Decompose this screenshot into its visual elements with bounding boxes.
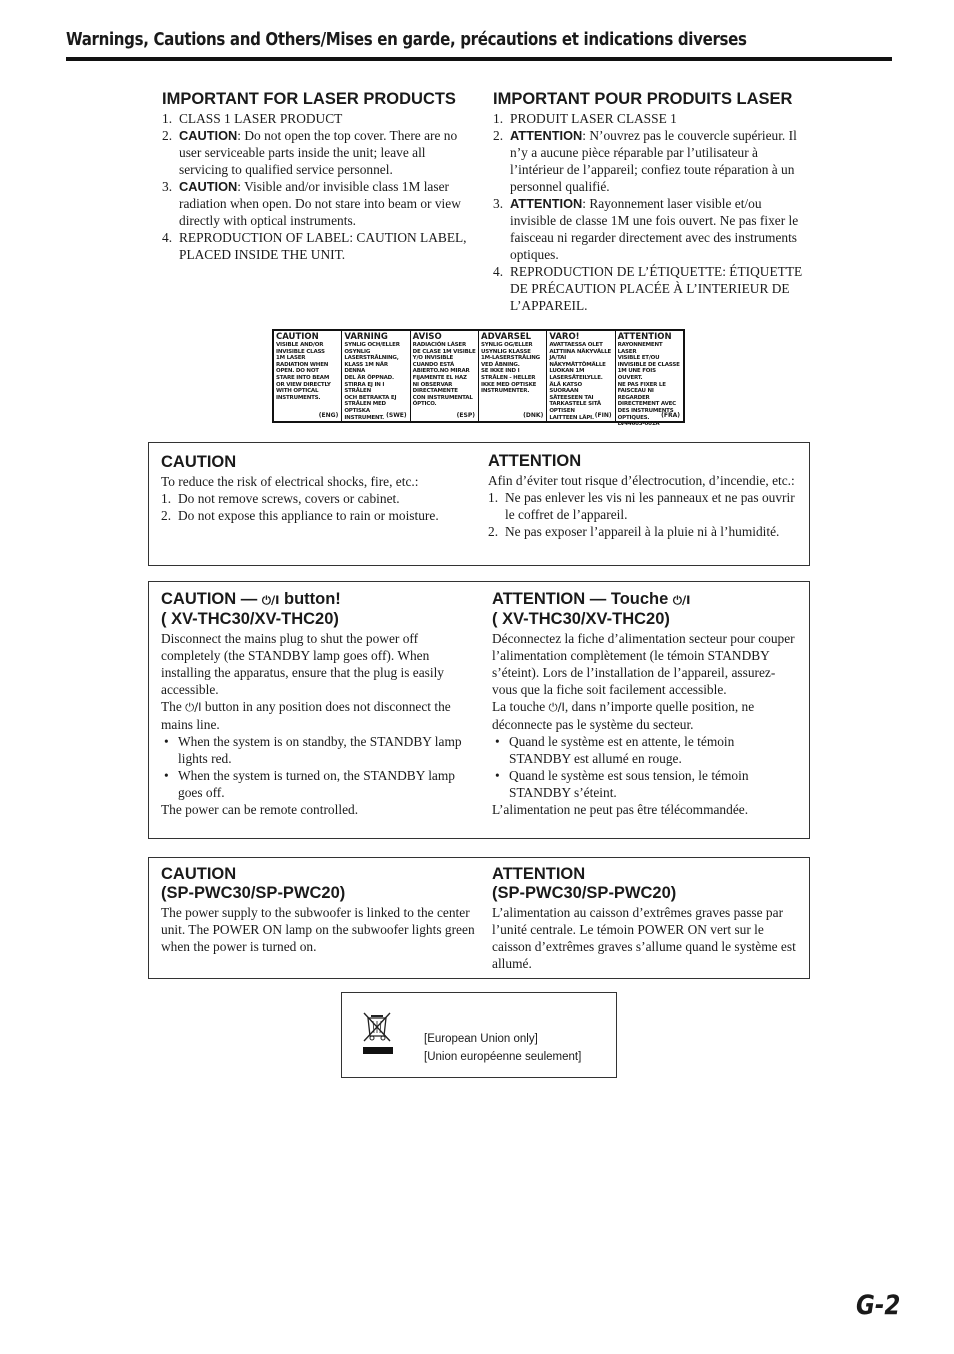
- attention-subwoofer-model-fr: (SP-PWC30/SP-PWC20): [492, 884, 677, 902]
- list-text: : Do not open the top cover. There are no user serviceable parts inside the unit; leave all servicing to qualified service personnel.: [179, 128, 458, 177]
- attention-intro-fr: Afin d’éviter tout risque d’électrocution, d’incendie, etc.:: [488, 473, 795, 488]
- list-text: PRODUIT LASER CLASSE 1: [510, 111, 677, 126]
- caution-subwoofer-text-en: The power supply to the subwoofer is linked to the center unit. The POWER ON lamp on the subwoofer lights green when the power is turned on.: [161, 905, 475, 954]
- caution-standby-p2-en: [161, 698, 479, 733]
- laser-list-fr: [493, 110, 803, 314]
- attention-standby-title-prefix: ATTENTION — Touche: [492, 590, 673, 608]
- caution-intro-en: To reduce the risk of electrical shocks, fire, etc.:: [161, 474, 419, 489]
- warning-keyword: ATTENTION: [510, 128, 583, 143]
- caution-general-fr: [488, 452, 806, 540]
- list-number: 1.: [162, 111, 173, 126]
- caution-subwoofer-model-en: (SP-PWC30/SP-PWC20): [161, 884, 346, 902]
- list-item: [493, 195, 803, 263]
- laser-label-heading: ATTENTION: [617, 332, 672, 342]
- caution-list-en: [161, 490, 479, 524]
- list-text: CLASS 1 LASER PRODUCT: [179, 111, 343, 126]
- eu-disposal-box: [341, 992, 617, 1078]
- attention-standby-p2-suffix: , dans n’importe quelle position, ne déconnecte pas le système du secteur.: [492, 699, 755, 732]
- laser-label-text: RADIACIÓN LÁSER DE CLASE 1M VISIBLE Y/O INVISIBLE CUANDO ESTÁ ABIERTO.NO MIRAR FIJAMENTE EL HAZ NI OBSERVAR DIRECTAMENTE CON INSTRUMENTAL ÓPTICO.: [412, 342, 476, 408]
- list-number: 3.: [493, 196, 504, 211]
- bullet-item: • Quand le système est en attente, le témoin STANDBY est allumé en rouge.: [492, 733, 798, 767]
- caution-standby-title-en: [161, 590, 479, 610]
- laser-label-language-code: (FIN): [594, 412, 612, 419]
- list-number: 2.: [493, 128, 504, 143]
- list-item: [493, 110, 803, 127]
- laser-label-column: [411, 331, 479, 421]
- list-number: 1.: [488, 490, 499, 505]
- caution-subwoofer-en: [161, 865, 479, 955]
- laser-section-fr: [493, 90, 803, 314]
- eu-text-fr: [Union européenne seulement]: [424, 1051, 582, 1063]
- laser-label-heading: VARNING: [344, 332, 388, 342]
- header-rule: [66, 57, 892, 61]
- laser-label-heading: ADVARSEL: [480, 332, 532, 342]
- bullet-item: • Quand le système est sous tension, le témoin STANDBY s’éteint.: [492, 767, 798, 801]
- laser-label-language-code: (DNK): [523, 412, 544, 419]
- list-number: 3.: [162, 179, 173, 194]
- list-text: : N’ouvrez pas le couvercle supérieur. Il n’y a aucune pièce réparable par l’utilisateur à l’intérieur de l’appareil; confiez toute réparation à un personnel qualifié.: [510, 128, 797, 194]
- laser-label-text: AVATTAESSA OLET ALTTIINA NÄKYVÄLLE JA/TAI NÄKYMÄTTÖMÄLLE LUOKAN 1M LASERSÄTEILYLLE. ÄLÄ KATSO SUORAAN SÄTEESEEN TAI TARKASTELE SITÄ OPTISEN LAITTEEN LÄPI.: [549, 342, 612, 421]
- laser-label-text: SYNLIG OCH/ELLER OSYNLIG LASERSTRÅLNING, KLASS 1M NÄR DENNA DEL ÄR ÖPPNAD. STIRRA EJ IN I STRÅLEN OCH BETRAKTA EJ STRÅLEN MED OPTISKA INSTRUMENT.: [344, 342, 400, 421]
- caution-standby-bullets-en: [161, 733, 479, 801]
- attention-standby-p2-fr: [492, 698, 798, 733]
- attention-standby-p2-prefix: La touche: [492, 699, 549, 714]
- list-number: 1.: [161, 491, 172, 506]
- caution-standby-p1-en: Disconnect the mains plug to shut the power off completely (the STANDBY lamp goes off). When installing the apparatus, ensure that the plug is easily accessible.: [161, 631, 444, 697]
- caution-standby-en: [161, 590, 479, 818]
- laser-list-en: [162, 110, 472, 263]
- attention-standby-p3-fr: L’alimentation ne peut pas être télécommandée.: [492, 802, 749, 817]
- standby-power-icon: ⏻/I: [185, 700, 202, 714]
- list-number: 4.: [493, 264, 504, 279]
- list-number: 2.: [161, 508, 172, 523]
- caution-title-en: CAUTION: [161, 453, 237, 471]
- attention-standby-model-fr: ( XV-THC30/XV-THC20): [492, 610, 670, 628]
- list-item: [161, 490, 479, 507]
- list-item: [493, 263, 803, 314]
- laser-label-text: SYNLIG OG/ELLER USYNLIG KLASSE 1M-LASERSTRÅLING VED ÅBNING. SE IKKE IND I STRÅLEN - HELLER IKKE MED OPTISKE INSTRUMENTER.: [480, 342, 540, 395]
- attention-standby-title-fr: [492, 590, 798, 610]
- list-text: Do not remove screws, covers or cabinet.: [178, 491, 400, 506]
- caution-standby-fr: [492, 590, 798, 818]
- warning-keyword: CAUTION: [179, 128, 238, 143]
- caution-standby-title-prefix: CAUTION —: [161, 590, 262, 608]
- crossed-out-wheelie-bin-icon: [362, 1011, 392, 1043]
- caution-box-subwoofer: [148, 857, 810, 979]
- attention-title-fr: ATTENTION: [488, 452, 582, 470]
- standby-power-icon: ⏻/I: [548, 700, 565, 714]
- caution-subwoofer-title-en: CAUTION: [161, 865, 237, 883]
- caution-general-en: [161, 453, 479, 524]
- laser-label-column: [342, 331, 410, 421]
- laser-label-heading: CAUTION: [276, 332, 319, 342]
- laser-label-language-code: (SWE): [386, 412, 407, 419]
- list-text: : Rayonnement laser visible et/ou invisible de classe 1M une fois ouvert. Ne pas fixer le faisceau ni regarder directement avec des instruments optiques.: [510, 196, 799, 262]
- list-item: [488, 489, 806, 523]
- caution-box-general: [148, 442, 810, 566]
- laser-label-heading: AVISO: [412, 332, 442, 342]
- list-item: [162, 110, 472, 127]
- laser-label-heading: VARO!: [549, 332, 580, 342]
- laser-label-column: [616, 331, 683, 428]
- list-item: [162, 229, 472, 263]
- list-item: [162, 127, 472, 178]
- attention-subwoofer-text-fr: L’alimentation au caisson d’extrêmes graves passe par l’unité centrale. Le témoin POWER ON vert sur le caisson d’extrêmes graves s’allume quand le système est allumé.: [492, 905, 796, 971]
- list-text: : Visible and/or invisible class 1M laser radiation when open. Do not stare into beam or view directly with optical instruments.: [179, 179, 461, 228]
- caution-standby-p2-prefix: The: [161, 699, 186, 714]
- list-item: [488, 523, 806, 540]
- attention-standby-p1-fr: Déconnectez la fiche d’alimentation secteur pour couper l’alimentation complètement (le témoin STANDBY s’éteint). Lors de l’installation de l’appareil, assurez-vous que la fiche soit facilement accessible.: [492, 631, 795, 697]
- page-header-title: Warnings, Cautions and Others/Mises en garde, précautions et indications diverses: [66, 30, 747, 50]
- laser-title-en: IMPORTANT FOR LASER PRODUCTS: [162, 90, 456, 108]
- warning-keyword: CAUTION: [179, 179, 238, 194]
- caution-standby-p3-en: The power can be remote controlled.: [161, 802, 359, 817]
- list-number: 2.: [488, 524, 499, 539]
- attention-subwoofer-title-fr: ATTENTION: [492, 865, 586, 883]
- laser-label-column: [547, 331, 615, 421]
- caution-standby-model-en: ( XV-THC30/XV-THC20): [161, 610, 339, 628]
- warning-keyword: ATTENTION: [510, 196, 583, 211]
- bullet-item: • When the system is turned on, the STANDBY lamp goes off.: [161, 767, 479, 801]
- laser-label-column: [479, 331, 547, 421]
- laser-label-language-code: (ENG): [318, 412, 339, 419]
- laser-section-en: [162, 90, 472, 263]
- laser-title-fr: IMPORTANT POUR PRODUITS LASER: [493, 90, 793, 108]
- list-text: Do not expose this appliance to rain or moisture.: [178, 508, 439, 523]
- caution-subwoofer-fr: [492, 865, 798, 972]
- eu-black-bar: [363, 1047, 393, 1054]
- laser-label-language-code: (ESP): [456, 412, 475, 419]
- attention-standby-bullets-fr: [492, 733, 798, 801]
- standby-power-icon: ⏻/I: [672, 593, 691, 607]
- page-number: G-2: [856, 1290, 901, 1321]
- attention-list-fr: [488, 489, 806, 540]
- list-item: [162, 178, 472, 229]
- list-item: [493, 127, 803, 195]
- caution-box-standby: [148, 581, 810, 839]
- list-text: REPRODUCTION DE L’ÉTIQUETTE: ÉTIQUETTE DE PRÉCAUTION PLACÉE À L’INTERIEUR DE L’APPAREIL.: [510, 264, 803, 313]
- laser-label-column: [274, 331, 342, 421]
- laser-warning-label: [272, 329, 685, 428]
- laser-label-language-code: (FRA): [661, 412, 680, 419]
- eu-text-en: [European Union only]: [424, 1033, 538, 1045]
- bullet-item: • When the system is on standby, the STANDBY lamp lights red.: [161, 733, 479, 767]
- list-number: 2.: [162, 128, 173, 143]
- list-item: [161, 507, 479, 524]
- caution-standby-p2-suffix: button in any position does not disconnect the mains line.: [161, 699, 451, 732]
- list-number: 4.: [162, 230, 173, 245]
- laser-label-text: VISIBLE AND/OR INVISIBLE CLASS 1M LASER RADIATION WHEN OPEN. DO NOT STARE INTO BEAM OR VIEW DIRECTLY WITH OPTICAL INSTRUMENTS.: [276, 342, 331, 401]
- standby-power-icon: ⏻/I: [261, 593, 280, 607]
- list-text: Ne pas exposer l’appareil à la pluie ni à l’humidité.: [505, 524, 780, 539]
- list-text: REPRODUCTION OF LABEL: CAUTION LABEL, PLACED INSIDE THE UNIT.: [179, 230, 467, 262]
- list-number: 1.: [493, 111, 504, 126]
- laser-label-text: RAYONNEMENT LASER VISIBLE ET/OU INVISIBLE DE CLASSE 1M UNE FOIS OUVERT. NE PAS FIXER LE FAISCEAU NI REGARDER DIRECTEMENT AVEC DES INSTRUMENTS OPTIQUES. LV44603-001A: [617, 342, 680, 428]
- list-text: Ne pas enlever les vis ni les panneaux et ne pas ouvrir le coffret de l’appareil.: [505, 490, 795, 522]
- caution-standby-title-suffix: button!: [279, 590, 341, 608]
